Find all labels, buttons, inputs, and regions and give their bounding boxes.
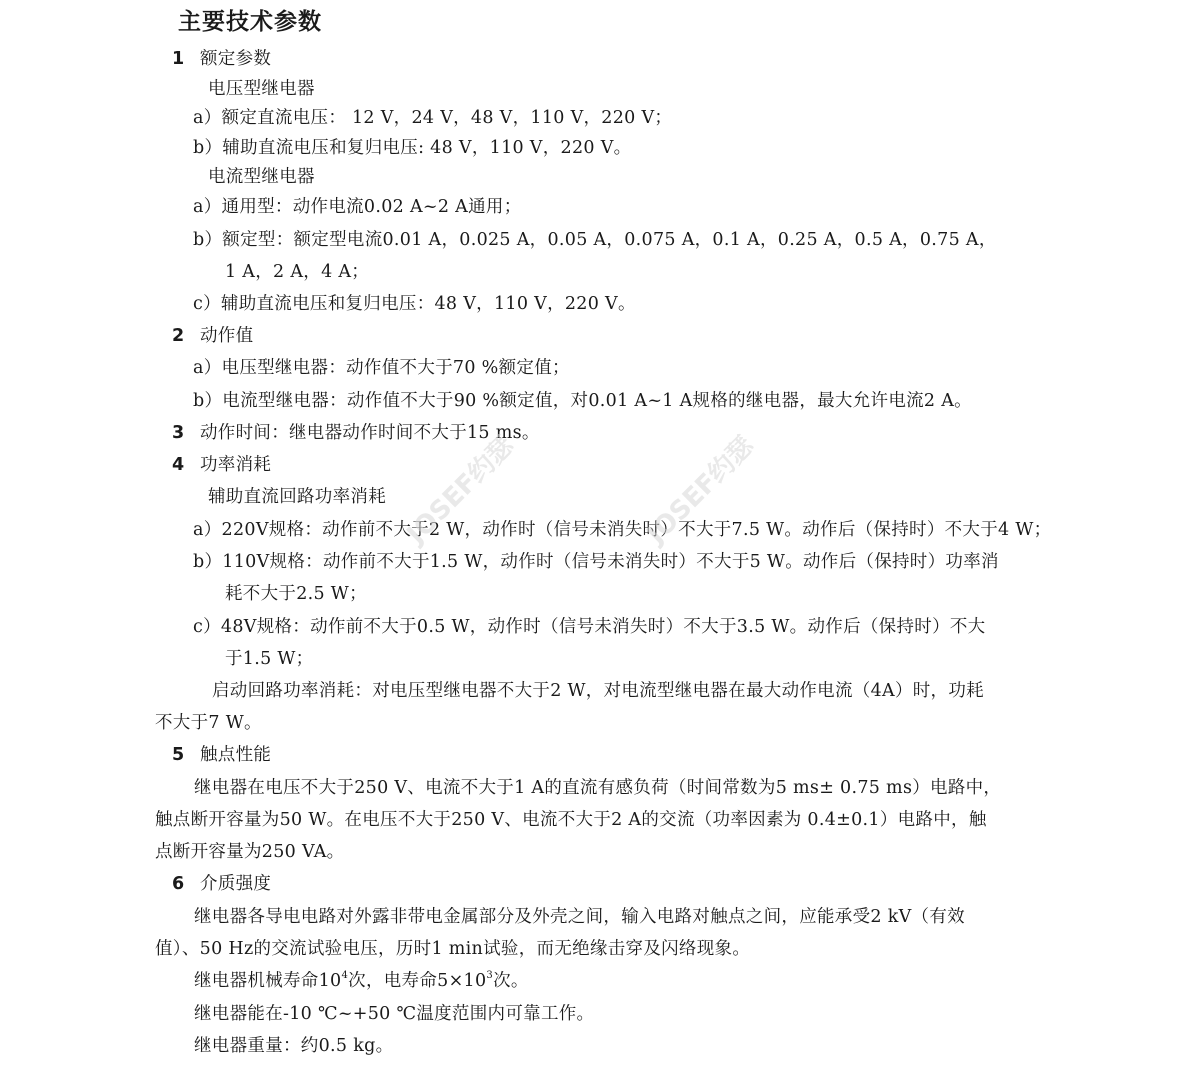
section-number: 4 xyxy=(172,455,185,475)
section-number: 3 xyxy=(172,423,185,443)
contact-para-line2: 触点断开容量为50 W。在电压不大于250 V、电流不大于2 A的交流（功率因素为 0.4±0.1）电路中，触 xyxy=(155,810,987,830)
dielectric-para-line1: 继电器各导电电路对外露非带电金属部分及外壳之间，输入电路对触点之间，应能承受2 kV（有效 xyxy=(194,907,965,927)
aux-circuit-power: 辅助直流回路功率消耗 xyxy=(208,487,386,507)
contact-para-line1: 继电器在电压不大于250 V、电流不大于1 A的直流有感负荷（时间常数为5 ms± 0.75 ms）电路中， xyxy=(194,778,1002,798)
watermark: JOSEF约瑟 xyxy=(641,430,761,550)
rated-type-line2: 1 A，2 A，4 A； xyxy=(225,262,370,282)
section-4-heading xyxy=(172,453,271,477)
rated-dc-voltage: a）额定直流电压： 12 V，24 V，48 V，110 V，220 V； xyxy=(193,108,673,128)
section-title: 额定参数 xyxy=(200,49,272,69)
watermark: JOSEF约瑟 xyxy=(401,430,521,550)
life-text-b: 次，电寿命5×10 xyxy=(348,971,487,991)
power-110v-line2: 耗不大于2.5 W； xyxy=(225,584,367,604)
section-6-heading xyxy=(172,872,271,896)
exponent-2: 3 xyxy=(486,970,494,981)
power-48v-line2: 于1.5 W； xyxy=(225,649,314,669)
aux-dc-voltage: b）辅助直流电压和复归电压: 48 V，110 V，220 V。 xyxy=(193,138,632,158)
section-number: 2 xyxy=(172,326,185,346)
section-title: 触点性能 xyxy=(200,745,272,765)
current-relay-operate: b）电流型继电器：动作值不大于90 %额定值，对0.01 A~1 A规格的继电器，最大允许电流2 A。 xyxy=(193,391,972,411)
exponent-1: 4 xyxy=(341,970,349,981)
current-relay-label: 电流型继电器 xyxy=(208,167,315,187)
dielectric-para-line2: 值）、50 Hz的交流试验电压，历时1 min试验，而无绝缘击穿及闪络现象。 xyxy=(155,939,751,959)
section-number: 6 xyxy=(172,874,185,894)
section-title: 功率消耗 xyxy=(200,455,272,475)
section-5-heading xyxy=(172,743,271,767)
start-circuit-power-line1: 启动回路功率消耗：对电压型继电器不大于2 W，对电流型继电器在最大动作电流（4A）时，功耗 xyxy=(212,681,984,701)
power-220v: a）220V规格：动作前不大于2 W，动作时（信号未消失时）不大于7.5 W。动作后（保持时）不大于4 W； xyxy=(193,520,1052,540)
relay-weight: 继电器重量：约0.5 kg。 xyxy=(194,1036,394,1056)
page-title: 主要技术参数 xyxy=(178,9,322,35)
section-1-heading xyxy=(172,47,271,71)
section-title: 动作值 xyxy=(200,326,254,346)
section-2-heading xyxy=(172,324,253,348)
general-type: a）通用型：动作电流0.02 A~2 A通用； xyxy=(193,197,522,217)
voltage-relay-label: 电压型继电器 xyxy=(208,79,315,99)
start-circuit-power-line2: 不大于7 W。 xyxy=(155,713,262,733)
section-title: 介质强度 xyxy=(200,874,272,894)
aux-reset-voltage: c）辅助直流电压和复归电压：48 V，110 V，220 V。 xyxy=(193,294,636,314)
life-text-a: 继电器机械寿命10 xyxy=(194,971,342,991)
power-48v-line1: c）48V规格：动作前不大于0.5 W，动作时（信号未消失时）不大于3.5 W。动作后（保持时）不大 xyxy=(193,617,986,637)
temperature-range: 继电器能在-10 ℃~+50 ℃温度范围内可靠工作。 xyxy=(194,1004,595,1024)
rated-type-line1: b）额定型：额定型电流0.01 A，0.025 A，0.05 A，0.075 A，0.1 A，0.25 A，0.5 A，0.75 A， xyxy=(193,230,997,250)
section-title: 动作时间：继电器动作时间不大于15 ms。 xyxy=(200,423,540,443)
section-number: 1 xyxy=(172,49,185,69)
relay-life xyxy=(194,969,529,993)
voltage-relay-operate: a）电压型继电器：动作值不大于70 %额定值； xyxy=(193,358,570,378)
life-text-c: 次。 xyxy=(493,971,529,991)
contact-para-line3: 点断开容量为250 VA。 xyxy=(155,842,345,862)
section-number: 5 xyxy=(172,745,185,765)
power-110v-line1: b）110V规格：动作前不大于1.5 W，动作时（信号未消失时）不大于5 W。动作后（保持时）功率消 xyxy=(193,552,999,572)
